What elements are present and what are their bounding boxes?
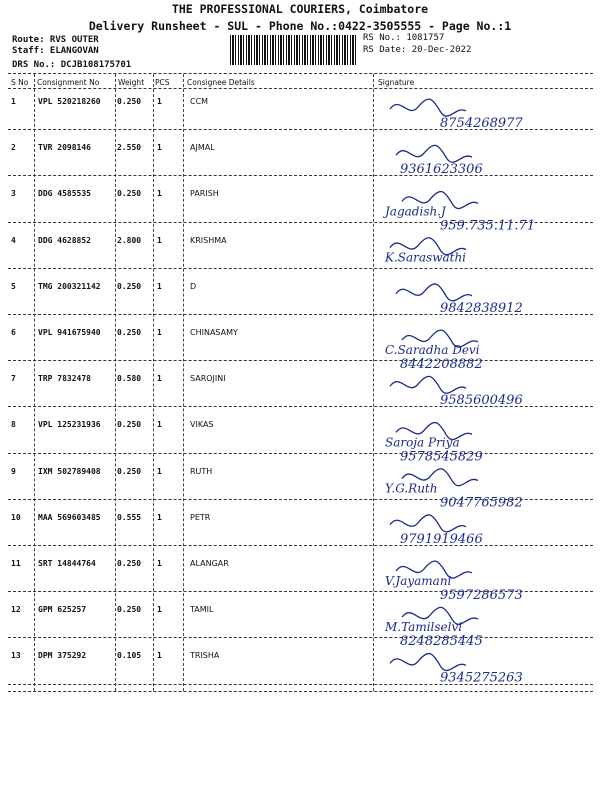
row-sno: 11 bbox=[11, 559, 21, 568]
signature-phone: 9597286573 bbox=[440, 588, 523, 603]
row-consignee: AJMAL bbox=[190, 143, 215, 153]
row-pcs: 1 bbox=[157, 374, 162, 384]
row-sno: 1 bbox=[11, 97, 16, 106]
signature-name: M.Tamilselvi bbox=[385, 620, 463, 635]
row-consignment-no: IXM 502789408 bbox=[38, 466, 101, 476]
signature-phone: 9047765982 bbox=[440, 495, 523, 511]
signature-name: K.Saraswathi bbox=[385, 250, 467, 265]
row-weight: 0.250 bbox=[117, 420, 142, 430]
row-weight: 0.250 bbox=[117, 559, 142, 568]
row-weight: 0.250 bbox=[117, 97, 142, 106]
row-consignment-no: TMG 200321142 bbox=[38, 281, 101, 291]
row-consignee: CHINASAMY bbox=[190, 328, 238, 337]
row-weight: 0.580 bbox=[117, 374, 142, 384]
row-consignee: PARISH bbox=[190, 189, 219, 199]
row-consignment-no: TVR 2098146 bbox=[38, 143, 91, 153]
row-weight: 0.250 bbox=[117, 189, 142, 199]
row-weight: 0.555 bbox=[117, 512, 142, 522]
col-header-consignee: Consignee Details bbox=[187, 78, 255, 87]
drs-number: DRS No.: DCJB108175701 bbox=[12, 60, 132, 70]
row-pcs: 1 bbox=[157, 97, 162, 106]
rs-number: RS No.: 1081757 bbox=[363, 33, 445, 43]
signature-scribble bbox=[390, 654, 466, 671]
row-weight: 2.550 bbox=[117, 143, 142, 153]
row-consignment-no: DDG 4628852 bbox=[38, 235, 91, 245]
signature-phone: 9578545829 bbox=[400, 449, 483, 465]
row-weight: 0.105 bbox=[117, 651, 142, 661]
staff-label: Staff: ELANGOVAN bbox=[12, 46, 99, 56]
row-consignment-no: VPL 125231936 bbox=[38, 420, 101, 430]
row-consignee: SAROJINI bbox=[190, 374, 226, 384]
row-consignment-no: VPL 941675940 bbox=[38, 328, 101, 337]
row-pcs: 1 bbox=[157, 235, 162, 245]
row-consignee: RUTH bbox=[190, 466, 213, 476]
row-consignee: ALANGAR bbox=[190, 559, 229, 568]
row-sno: 4 bbox=[11, 235, 16, 245]
col-header-signature: Signature bbox=[378, 78, 415, 87]
signature-phone: 9361623306 bbox=[400, 162, 483, 178]
signature-phone: 9585600496 bbox=[440, 393, 523, 409]
row-weight: 0.250 bbox=[117, 466, 142, 476]
col-header-pcs: PCS bbox=[155, 78, 170, 87]
row-pcs: 1 bbox=[157, 143, 162, 153]
row-weight: 2.800 bbox=[117, 235, 142, 245]
row-consignment-no: SRT 14844764 bbox=[38, 559, 96, 568]
signature-name: V.Jayamani bbox=[385, 574, 452, 588]
row-pcs: 1 bbox=[157, 189, 162, 199]
rs-date: RS Date: 20-Dec-2022 bbox=[363, 45, 472, 55]
row-consignment-no: DDG 4585535 bbox=[38, 189, 91, 199]
row-pcs: 1 bbox=[157, 328, 162, 337]
row-weight: 0.250 bbox=[117, 281, 142, 291]
signature-scribble bbox=[390, 376, 466, 393]
row-weight: 0.250 bbox=[117, 605, 142, 615]
signature-phone: 9842838912 bbox=[440, 300, 523, 316]
row-consignment-no: TRP 7832478 bbox=[38, 374, 91, 384]
runsheet-title: Delivery Runsheet - SUL - Phone No.:0422-3505555 - Page No.:1 bbox=[88, 19, 512, 33]
signature-scribble bbox=[396, 145, 472, 162]
row-consignee: TRISHA bbox=[190, 651, 220, 661]
route-label: Route: RVS OUTER bbox=[12, 35, 99, 45]
row-sno: 3 bbox=[11, 189, 16, 199]
signature-name: Y.G.Ruth bbox=[385, 481, 438, 496]
row-consignee: PETR bbox=[190, 512, 211, 522]
signature-phone: 8248285445 bbox=[400, 634, 483, 650]
row-sno: 13 bbox=[11, 651, 21, 661]
row-sno: 2 bbox=[11, 143, 16, 153]
row-sno: 9 bbox=[11, 466, 16, 476]
row-consignment-no: GPM 625257 bbox=[38, 605, 87, 615]
row-sno: 12 bbox=[11, 605, 21, 615]
row-consignee: D bbox=[190, 281, 197, 291]
signature-name: C.Saradha Devi bbox=[385, 343, 480, 357]
col-header-sno: S No bbox=[11, 78, 29, 87]
signature-phone: 9791919466 bbox=[400, 531, 483, 547]
col-header-weight: Weight bbox=[118, 78, 145, 87]
signature-phone: 8754268977 bbox=[440, 116, 523, 131]
signature-scribble bbox=[390, 99, 466, 116]
row-sno: 7 bbox=[11, 374, 16, 384]
row-consignment-no: MAA 569603485 bbox=[38, 512, 101, 522]
signature-phone: 9345275263 bbox=[440, 670, 523, 686]
row-consignee: VIKAS bbox=[190, 420, 214, 430]
signature-phone: 8442208882 bbox=[400, 357, 483, 372]
row-pcs: 1 bbox=[157, 559, 162, 568]
signature-phone: 959.735.11.71 bbox=[440, 218, 536, 234]
signature-name: Saroja Priya bbox=[385, 435, 460, 450]
row-consignment-no: VPL 520218260 bbox=[38, 97, 101, 106]
row-pcs: 1 bbox=[157, 651, 162, 661]
row-sno: 5 bbox=[11, 281, 16, 291]
signature-scribble bbox=[396, 284, 472, 301]
row-consignee: CCM bbox=[190, 97, 209, 106]
row-pcs: 1 bbox=[157, 281, 162, 291]
row-sno: 10 bbox=[11, 512, 21, 522]
row-pcs: 1 bbox=[157, 466, 162, 476]
row-consignee: TAMIL bbox=[190, 605, 214, 615]
row-pcs: 1 bbox=[157, 420, 162, 430]
company-title: THE PROFESSIONAL COURIERS, Coimbatore bbox=[171, 2, 429, 16]
col-header-consignment: Consignment No bbox=[37, 78, 100, 87]
row-pcs: 1 bbox=[157, 512, 162, 522]
row-sno: 8 bbox=[11, 420, 16, 430]
row-consignee: KRISHMA bbox=[190, 235, 227, 245]
row-pcs: 1 bbox=[157, 605, 162, 615]
signature-scribble bbox=[390, 515, 466, 532]
row-weight: 0.250 bbox=[117, 328, 142, 337]
signature-name: Jagadish.J bbox=[385, 204, 446, 219]
row-consignment-no: DPM 375292 bbox=[38, 651, 87, 661]
row-sno: 6 bbox=[11, 328, 16, 337]
